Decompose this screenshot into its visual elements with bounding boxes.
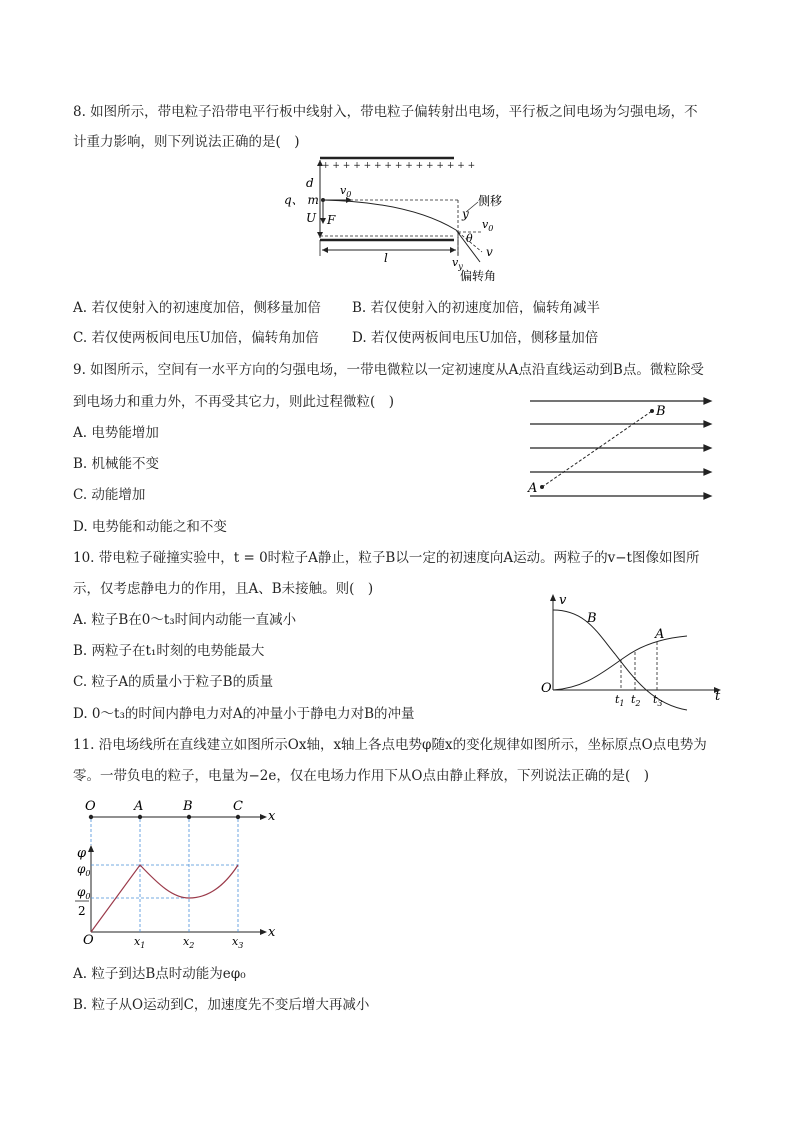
label-v0-right: $v_0$ [482,218,494,233]
q8-option-a[interactable]: A. 若仅使射入的初速度加倍，侧移量加倍 [73,300,321,316]
label-F: F [327,213,336,227]
label-B: B [587,611,597,626]
q9-stem-line1: 9. 如图所示，空间有一水平方向的匀强电场，一带电微粒以一定初速度从A点沿直线运动到B点。微粒除受 [73,362,704,378]
label-phi0: $\varphi_0$ [77,862,91,878]
label-A: A [134,799,144,814]
q9-option-a[interactable]: A. 电势能增加 [73,425,159,441]
label-t2: $t_2$ [631,693,641,708]
q10-stem-line2: 示，仅考虑静电力的作用，且A、B未接触。则( ) [73,581,374,597]
q11-stem-line1: 11. 沿电场线所在直线建立如图所示Ox轴，x轴上各点电势φ随x的变化规律如图所示，坐标原点O点电势为 [73,737,707,753]
label-t1: $t_1$ [615,693,625,708]
label-half-den: 2 [78,904,86,918]
label-O-top: O [85,799,96,814]
label-v: v [486,245,493,259]
label-half-num: $\varphi_0$ [77,885,91,901]
q8-option-d[interactable]: D. 若仅使两板间电压U加倍，侧移量加倍 [352,330,599,346]
q11-potential-figure [73,797,288,957]
label-v0: $v_0$ [340,184,352,199]
q9-electric-field-figure [525,395,725,510]
label-x1: $x_1$ [134,935,146,950]
q11-option-b[interactable]: B. 粒子从O运动到C，加速度先不变后增大再减小 [73,997,370,1013]
label-A: A [655,627,665,642]
q8-option-b[interactable]: B. 若仅使射入的初速度加倍，偏转角减半 [352,300,601,316]
label-C: C [233,799,243,814]
q10-stem-line1: 10. 带电粒子碰撞实验中，t = 0时粒子A静止，粒子B以一定的初速度向A运动。两粒子的v−t图像如图所 [73,550,700,566]
q9-stem-line2: 到电场力和重力外，不再受其它力，则此过程微粒( ) [73,394,395,410]
label-x3: $x_3$ [232,935,244,950]
q8-parallel-plate-figure [280,152,510,282]
q10-option-b[interactable]: B. 两粒子在t₁时刻的电势能最大 [73,643,265,659]
q9-option-c[interactable]: C. 动能增加 [73,487,146,503]
label-vy: $v_y$ [452,256,463,271]
q11-option-a[interactable]: A. 粒子到达B点时动能为eφ₀ [73,966,246,982]
label-deflect-angle: 偏转角 [460,269,497,282]
q8-stem-line2: 计重力影响，则下列说法正确的是( ) [73,134,300,150]
q8-option-c[interactable]: C. 若仅使两板间电压U加倍，偏转角加倍 [73,330,319,346]
label-q-m: q、 m [284,193,319,207]
q8-stem-line1: 8. 如图所示，带电粒子沿带电平行板中线射入，带电粒子偏转射出电场，平行板之间电场为匀强电场，不 [73,104,698,120]
label-A: A [528,481,538,496]
q9-option-b[interactable]: B. 机械能不变 [73,456,160,472]
label-O-bottom: O [83,933,94,948]
q10-option-a[interactable]: A. 粒子B在0～t₃时间内动能一直减小 [73,612,297,628]
q9-option-d[interactable]: D. 电势能和动能之和不变 [73,519,227,535]
q10-option-d[interactable]: D. 0～t₃的时间内静电力对A的冲量小于静电力对B的冲量 [73,706,415,722]
plus-charges: + + + + + + + + + + + + + + + [322,161,476,171]
label-side-shift: 侧移 [478,194,503,208]
q10-vt-graph [535,592,725,717]
label-x-bottom: x [268,925,276,940]
label-l: l [384,251,388,265]
label-B: B [656,404,666,419]
q11-stem-line2: 零。一带负电的粒子，电量为−2e，仅在电场力作用下从O点由静止释放，下列说法正确的是( ) [73,768,649,784]
label-d: d [306,176,314,190]
label-t: t [715,689,721,704]
label-B: B [183,799,193,814]
label-O: O [541,681,552,696]
label-y: y [462,207,469,221]
q10-option-c[interactable]: C. 粒子A的质量小于粒子B的质量 [73,674,274,690]
label-x2: $x_2$ [183,935,195,950]
label-x-top: x [268,809,276,824]
label-U: U [306,211,317,225]
label-theta: θ [466,232,473,245]
label-phi: φ [77,846,87,861]
label-t3: $t_3$ [653,693,663,708]
label-v: v [559,593,567,608]
